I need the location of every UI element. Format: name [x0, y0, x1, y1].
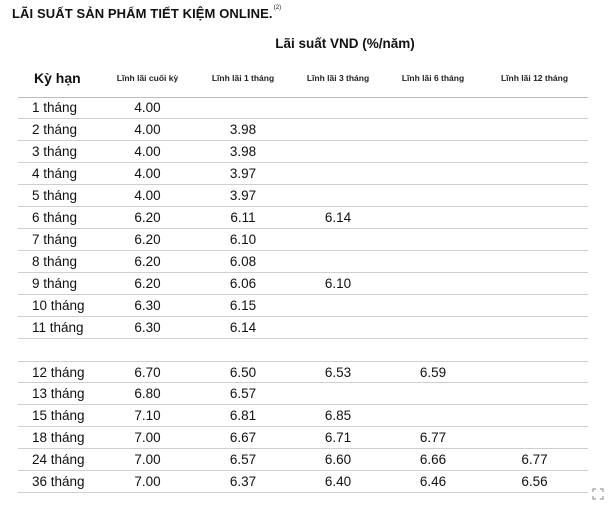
rate-cell: 3.97 — [229, 188, 257, 203]
rate-cell: 6.56 — [521, 474, 548, 489]
term-cell: 8 tháng — [32, 254, 78, 269]
rate-cell: 6.08 — [229, 254, 257, 269]
rate-cell: 6.77 — [521, 452, 548, 467]
rate-cell: 6.50 — [229, 365, 257, 380]
rate-cell — [481, 251, 588, 272]
table-row — [18, 273, 588, 295]
rate-cell — [291, 97, 385, 118]
rate-cell: 6.15 — [229, 298, 257, 313]
rate-cell — [385, 273, 481, 294]
rate-cell — [481, 163, 588, 184]
header-annual: Lĩnh lãi 12 tháng — [500, 73, 569, 83]
term-cell: 1 tháng — [32, 100, 78, 115]
rate-cell: 6.10 — [324, 276, 352, 291]
rate-cell — [481, 119, 588, 140]
table-row — [18, 449, 588, 471]
rate-cell: 6.81 — [229, 408, 257, 423]
rate-cell — [481, 317, 588, 338]
rate-cell — [385, 119, 481, 140]
rate-cell — [481, 405, 588, 426]
term-cell: 3 tháng — [32, 144, 78, 159]
term-cell: 11 tháng — [32, 320, 84, 335]
rate-cell: 7.10 — [134, 408, 161, 423]
title-text: LÃI SUẤT SẢN PHẨM TIẾT KIỆM ONLINE. — [12, 6, 273, 21]
rate-cell — [291, 119, 385, 140]
header-term: Kỳ hạn — [34, 70, 81, 86]
rate-cell — [385, 251, 481, 272]
rate-cell — [385, 163, 481, 184]
rate-cell: 6.06 — [229, 276, 257, 291]
rate-cell: 3.97 — [229, 166, 257, 181]
rate-cell: 6.30 — [134, 320, 161, 335]
table-row — [18, 141, 588, 163]
table-header — [18, 60, 588, 98]
rate-cell — [291, 185, 385, 206]
rate-cell: 6.57 — [229, 386, 257, 401]
rate-cell: 6.66 — [419, 452, 447, 467]
rate-cell — [481, 97, 588, 118]
rate-table-body — [18, 97, 588, 493]
table-row — [18, 119, 588, 141]
rate-cell — [195, 97, 291, 118]
rate-cell: 4.00 — [134, 166, 161, 181]
rate-group-header: Lãi suất VND (%/năm) — [275, 36, 415, 51]
rate-cell — [481, 295, 588, 316]
rate-cell: 6.80 — [134, 386, 161, 401]
rate-cell: 6.30 — [134, 298, 161, 313]
rate-cell: 6.57 — [229, 452, 257, 467]
term-cell: 15 tháng — [32, 408, 85, 423]
rate-cell — [481, 383, 588, 404]
table-row — [18, 295, 588, 317]
table-row — [18, 207, 588, 229]
rate-cell — [481, 141, 588, 162]
rate-cell: 4.00 — [134, 100, 161, 115]
term-cell: 4 tháng — [32, 166, 78, 181]
rate-cell: 6.77 — [419, 430, 447, 445]
term-cell: 13 tháng — [32, 386, 85, 401]
rate-cell — [385, 229, 481, 250]
rate-cell — [481, 185, 588, 206]
rate-cell: 3.98 — [229, 144, 257, 159]
rate-cell — [385, 207, 481, 228]
table-row — [18, 361, 588, 383]
rate-cell — [291, 251, 385, 272]
rate-cell: 6.20 — [134, 276, 161, 291]
rate-cell: 6.67 — [229, 430, 257, 445]
rate-cell: 6.53 — [324, 365, 352, 380]
expand-icon[interactable] — [592, 488, 604, 500]
rate-cell: 6.71 — [324, 430, 352, 445]
table-row — [18, 97, 588, 119]
rate-cell — [385, 141, 481, 162]
rate-cell: 7.00 — [134, 430, 161, 445]
rate-cell: 4.00 — [134, 122, 161, 137]
rate-cell — [385, 405, 481, 426]
term-cell: 24 tháng — [32, 452, 85, 467]
header-quarterly: Lĩnh lãi 3 tháng — [306, 73, 370, 83]
rate-cell: 6.10 — [229, 232, 257, 247]
rate-cell — [481, 427, 588, 448]
term-cell: 7 tháng — [32, 232, 78, 247]
rate-cell: 6.20 — [134, 210, 161, 225]
rate-cell — [481, 207, 588, 228]
header-end-of-term: Lĩnh lãi cuối kỳ — [116, 73, 179, 83]
rate-cell — [481, 362, 588, 383]
rate-cell: 4.00 — [134, 144, 161, 159]
table-row — [18, 471, 588, 493]
rate-cell — [385, 185, 481, 206]
header-monthly: Lĩnh lãi 1 tháng — [211, 73, 275, 83]
table-row — [18, 317, 588, 339]
term-cell: 9 tháng — [32, 276, 78, 291]
term-cell: 36 tháng — [32, 474, 85, 489]
rate-cell — [291, 295, 385, 316]
rate-cell: 6.14 — [229, 320, 257, 335]
term-cell: 2 tháng — [32, 122, 78, 137]
rate-cell — [385, 97, 481, 118]
rate-cell: 6.20 — [134, 232, 161, 247]
table-row — [18, 163, 588, 185]
rate-cell: 6.59 — [419, 365, 447, 380]
rate-cell: 7.00 — [134, 452, 161, 467]
table-row — [18, 405, 588, 427]
rate-cell — [385, 317, 481, 338]
term-cell: 6 tháng — [32, 210, 78, 225]
rate-cell — [291, 229, 385, 250]
table-row — [18, 383, 588, 405]
rate-cell: 6.60 — [324, 452, 352, 467]
rate-cell: 6.14 — [324, 210, 352, 225]
rate-cell — [385, 383, 481, 404]
term-cell: 12 tháng — [32, 365, 85, 380]
rate-cell: 4.00 — [134, 188, 161, 203]
rate-cell: 6.40 — [324, 474, 352, 489]
rate-cell — [481, 273, 588, 294]
page-title — [12, 6, 281, 21]
term-cell: 5 tháng — [32, 188, 78, 203]
rate-cell: 6.20 — [134, 254, 161, 269]
rate-cell — [291, 163, 385, 184]
rate-cell: 6.37 — [229, 474, 257, 489]
rate-cell — [291, 141, 385, 162]
rate-cell — [385, 295, 481, 316]
rate-cell: 6.46 — [419, 474, 447, 489]
table-row — [18, 229, 588, 251]
rate-cell: 6.11 — [230, 210, 256, 225]
table-row — [18, 185, 588, 207]
rate-cell — [291, 383, 385, 404]
title-footnote-marker: (2) — [273, 5, 282, 11]
term-cell: 18 tháng — [32, 430, 85, 445]
rate-cell — [481, 229, 588, 250]
header-semiannual: Lĩnh lãi 6 tháng — [401, 73, 465, 83]
term-cell: 10 tháng — [32, 298, 85, 313]
rate-cell: 3.98 — [229, 122, 257, 137]
rate-cell: 6.70 — [134, 365, 161, 380]
table-row — [18, 427, 588, 449]
table-row — [18, 251, 588, 273]
rate-cell: 7.00 — [134, 474, 161, 489]
rate-cell — [291, 317, 385, 338]
rate-cell: 6.85 — [324, 408, 352, 423]
